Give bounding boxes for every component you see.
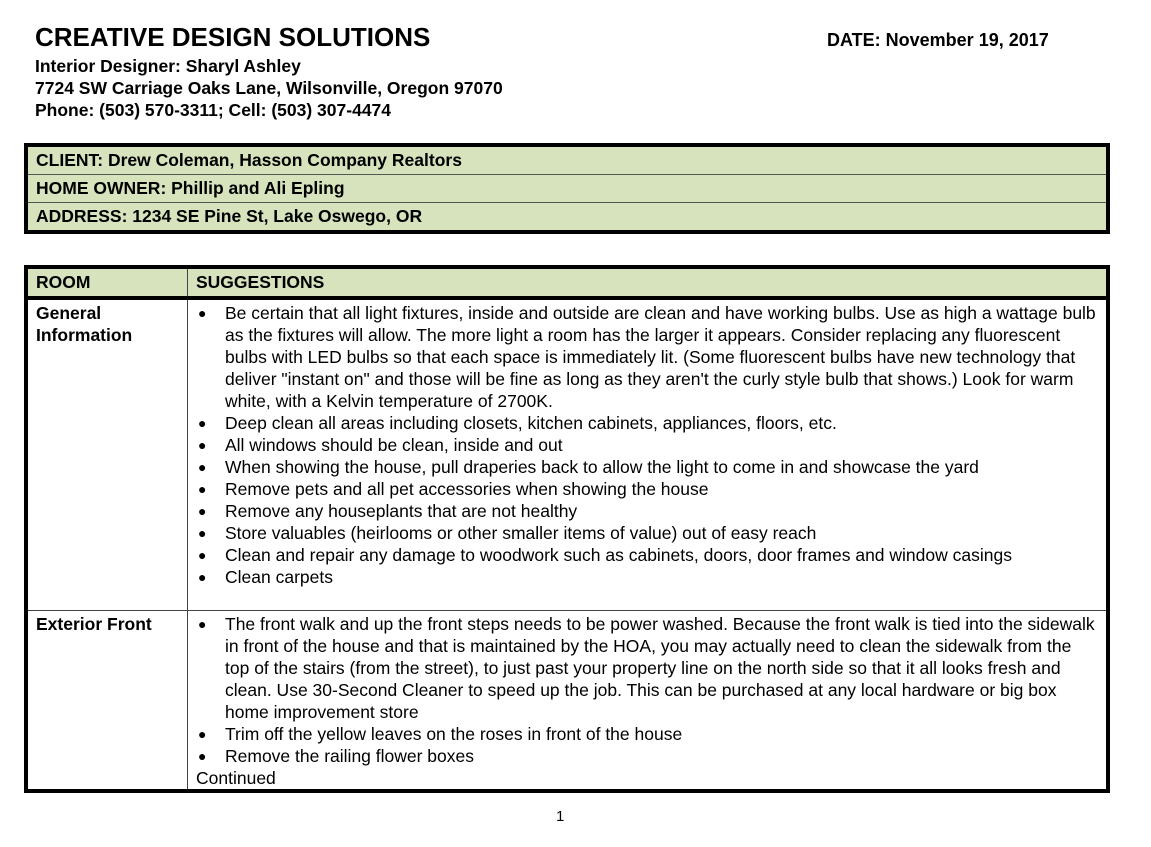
- client-info-table: [24, 143, 1110, 234]
- designer-name: Interior Designer: Sharyl Ashley: [35, 56, 301, 76]
- document-date: DATE: November 19, 2017: [827, 30, 1049, 50]
- room-cell: Exterior Front: [26, 610, 188, 791]
- list-item: ● All windows should be clean, inside and out: [196, 434, 1098, 456]
- suggestions-header: SUGGESTIONS: [188, 267, 1109, 298]
- list-item: ● Deep clean all areas including closets, kitchen cabinets, appliances, floors, etc.: [196, 412, 1098, 434]
- suggestion-list: [196, 302, 1098, 588]
- list-item: ● Remove the railing flower boxes: [196, 745, 1098, 767]
- room-cell: General Information: [26, 298, 188, 610]
- suggestion-list: [196, 613, 1098, 767]
- page-number: 1: [556, 808, 565, 825]
- company-name: CREATIVE DESIGN SOLUTIONS: [35, 22, 431, 52]
- list-item: ● Clean carpets: [196, 566, 1098, 588]
- list-item: ● Remove pets and all pet accessories when showing the house: [196, 478, 1098, 500]
- designer-address: 7724 SW Carriage Oaks Lane, Wilsonville, Oregon 97070: [35, 78, 503, 98]
- list-item: ● Be certain that all light fixtures, inside and outside are clean and have working bulbs. Use as high a wattage bulb as the fixtures will allow. The more light a room has the larger it appears. Consider replacing any fluorescent bulbs with LED bulbs so that each space is immediately lit. (Some fluorescent bulbs have new technology that deliver "instant on" and those will be fine as long as they aren't the curly style bulb that shows.) Look for warm white, with a Kelvin temperature of 2700K.: [196, 302, 1098, 412]
- list-item: ● Store valuables (heirlooms or other smaller items of value) out of easy reach: [196, 522, 1098, 544]
- room-header: ROOM: [26, 267, 188, 298]
- table-header-row: [26, 267, 1108, 298]
- list-item: ● The front walk and up the front steps needs to be power washed. Because the front walk is tied into the sidewalk in front of the house and that is maintained by the HOA, you may actually need to clean the sidewalk from the top of the stairs (from the street), to just past your property line on the north side so that it all looks fresh and clean. Use 30-Second Cleaner to speed up the job. This can be purchased at any local hardware or big box home improvement store: [196, 613, 1098, 723]
- list-item: ● Trim off the yellow leaves on the roses in front of the house: [196, 723, 1098, 745]
- list-item: ● When showing the house, pull draperies back to allow the light to come in and showcase the yard: [196, 456, 1098, 478]
- list-item: ● Remove any houseplants that are not healthy: [196, 500, 1098, 522]
- continued-note: Continued: [196, 767, 276, 788]
- designer-phone: Phone: (503) 570-3311; Cell: (503) 307-4474: [35, 100, 392, 120]
- suggestions-table: [24, 265, 1110, 793]
- address-row: ADDRESS: 1234 SE Pine St, Lake Oswego, OR: [28, 202, 1106, 230]
- table-row: [26, 610, 1108, 791]
- home-owner-row: HOME OWNER: Phillip and Ali Epling: [28, 174, 1106, 202]
- suggestions-cell: [188, 298, 1109, 610]
- client-row: CLIENT: Drew Coleman, Hasson Company Realtors: [36, 150, 462, 170]
- table-row: [26, 298, 1108, 610]
- list-item: ● Clean and repair any damage to woodwork such as cabinets, doors, door frames and window casings: [196, 544, 1098, 566]
- designer-info: [35, 55, 503, 121]
- suggestions-cell: [188, 610, 1109, 791]
